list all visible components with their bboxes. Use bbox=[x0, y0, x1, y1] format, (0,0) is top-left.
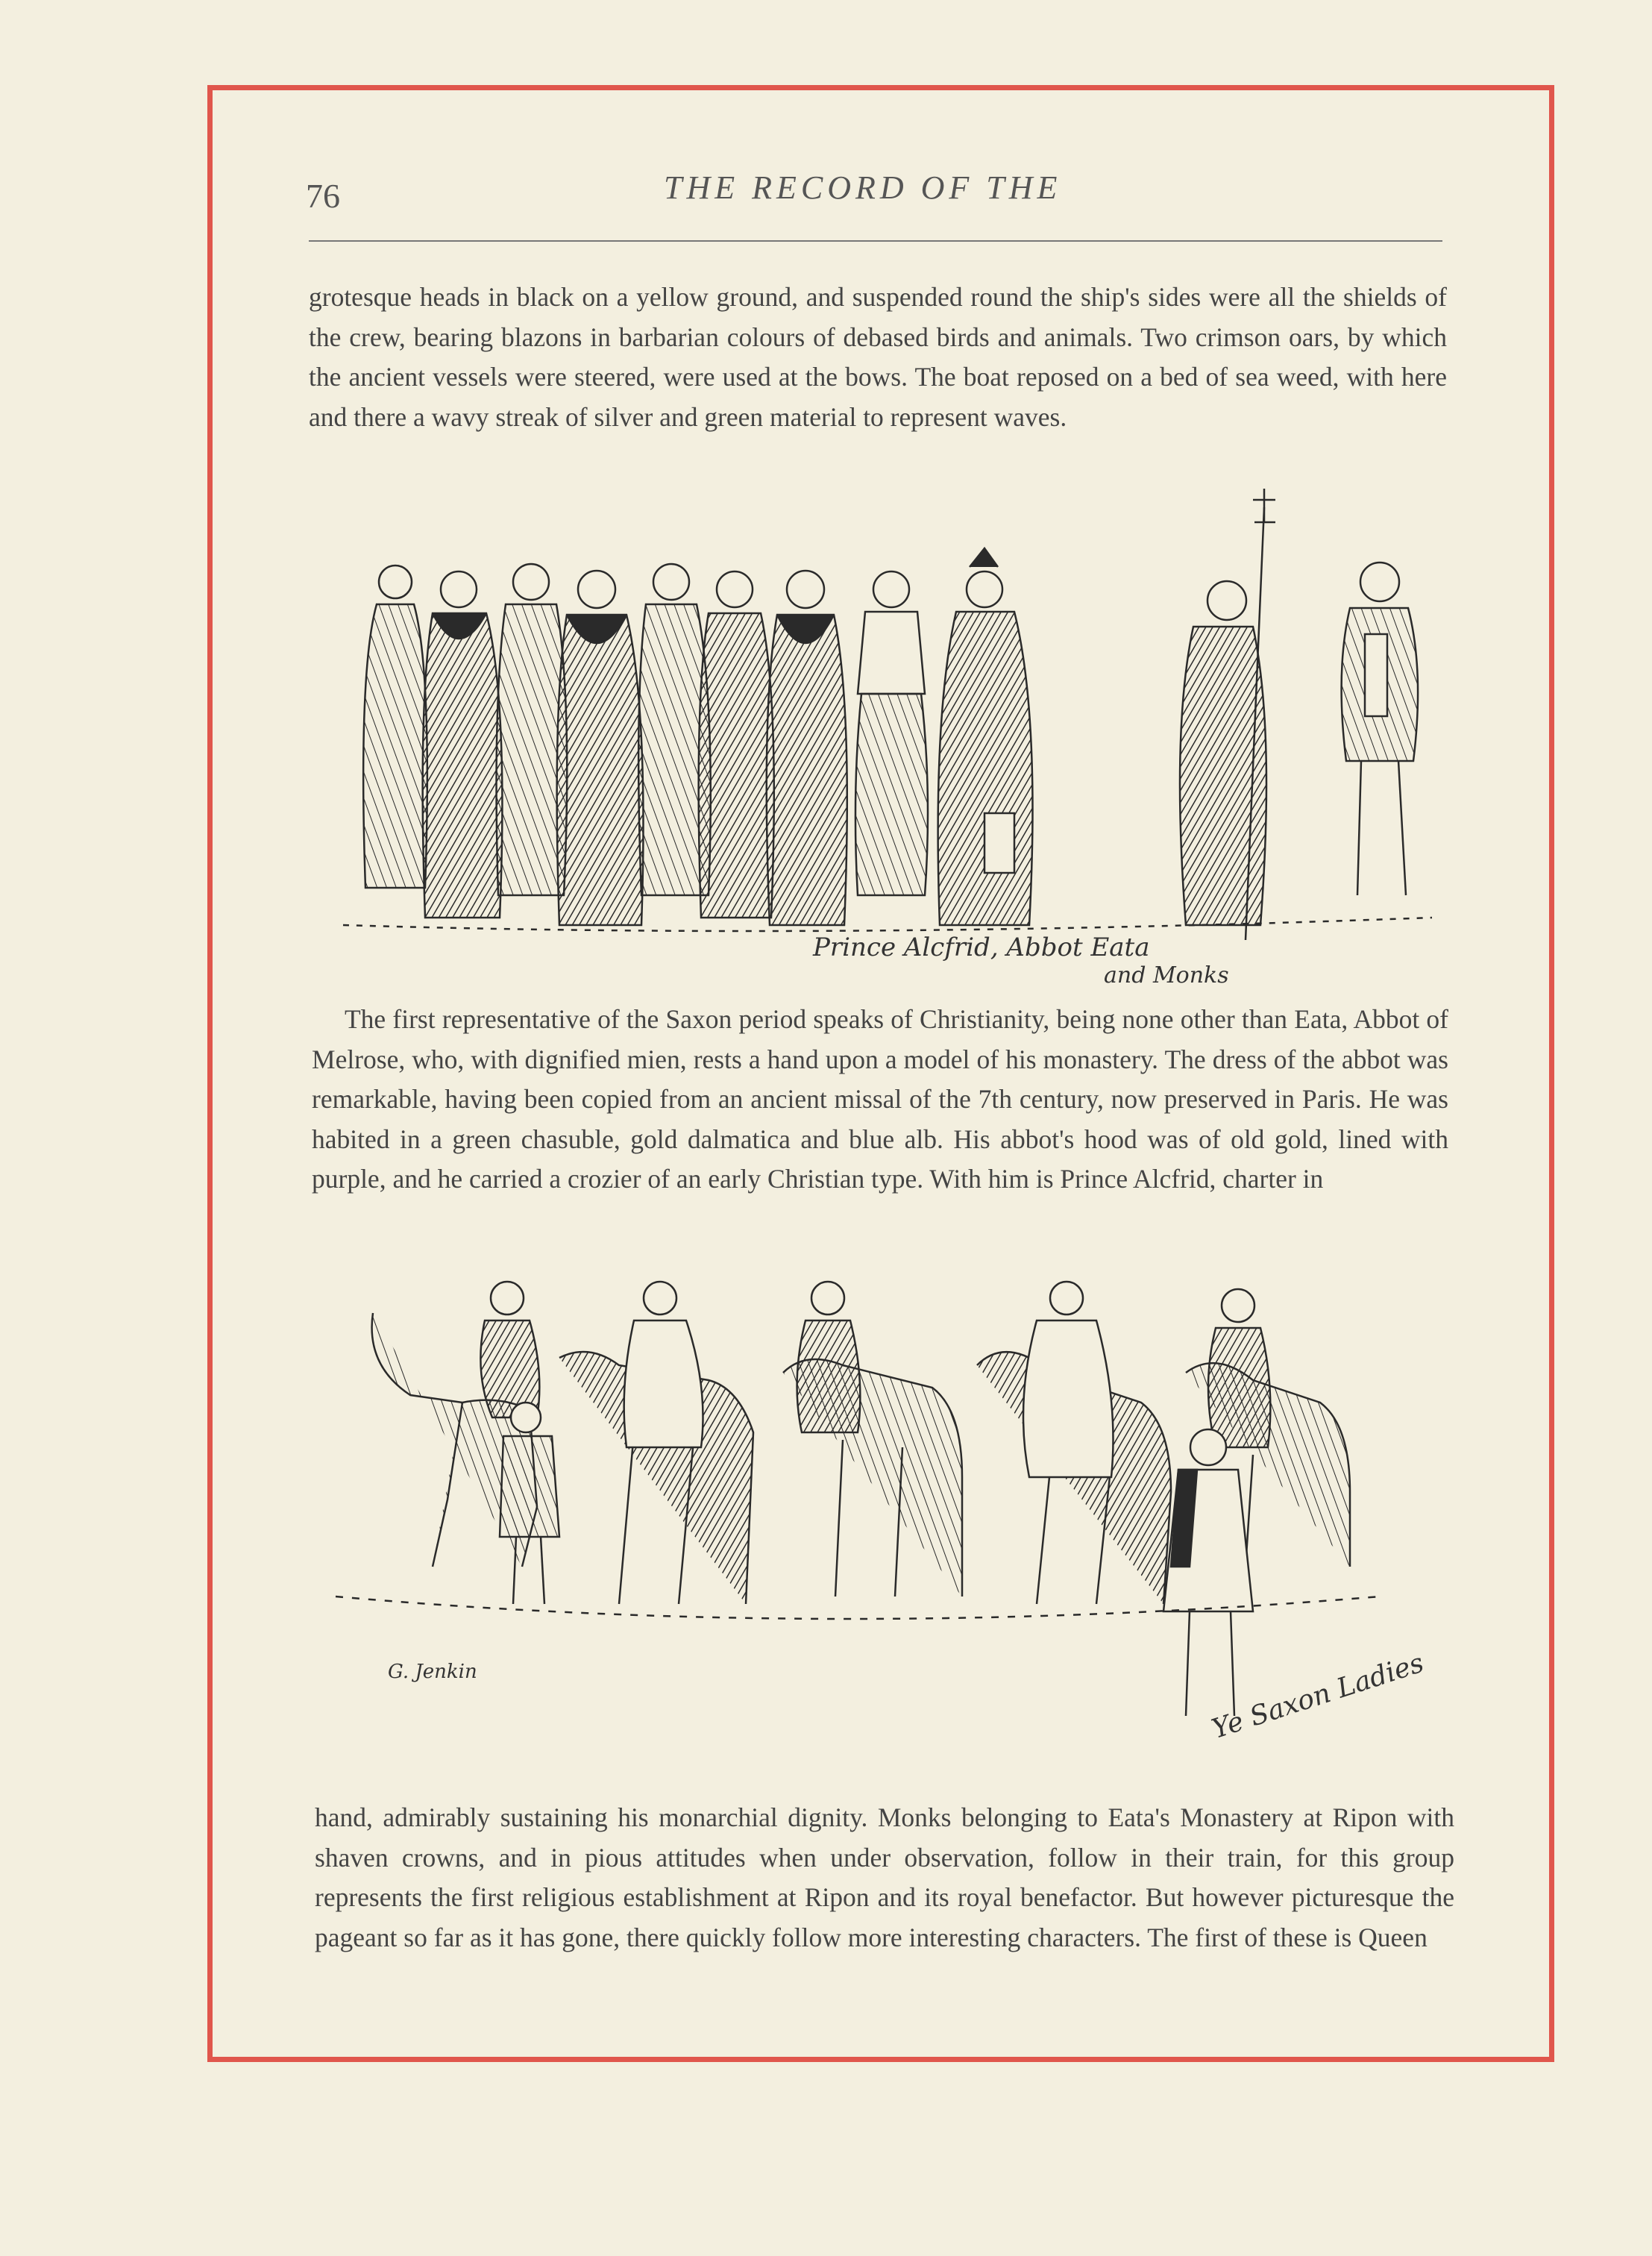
monk-figure bbox=[767, 571, 847, 925]
girl-figure bbox=[1163, 1429, 1253, 1716]
monk-figure bbox=[557, 571, 644, 925]
monk-figure bbox=[363, 565, 427, 888]
paragraph-2: The first representative of the Saxon period speaks of Christianity, being none other than Eata, Abbot of Melrose, who, with dignified mien, rests a hand upon a model of his monastery. The dress of the abbot was remarkable, having been copied from an ancient missal of the 7th century, now preserved in Paris. He was habited in a green chasuble, gold dalmatica and blue alb. His abbot's hood was of old gold, lined with purple, and he carried a crozier of an early Christian type. With him is Prince Alcfrid, charter in bbox=[312, 1004, 1448, 1194]
abbot-figure bbox=[938, 548, 1033, 925]
paragraph-3: hand, admirably sustaining his monarchial dignity. Monks belonging to Eata's Monastery at Ripon with shaven crowns, and in pious attitudes when under observation, follow in their train, for this group represents the first religious establishment at Ripon and its royal benefactor. But however picturesque the pageant so far as it has gone, there quickly follow more interesting characters. The first of these is Queen bbox=[315, 1802, 1454, 1952]
horse-and-rider bbox=[977, 1282, 1171, 1604]
monk-figure bbox=[423, 571, 503, 918]
paragraph-2-block bbox=[312, 1000, 1448, 1200]
monks-caption: Prince Alcfrid, Abbot Eata bbox=[813, 933, 1150, 962]
prince-figure bbox=[1180, 489, 1275, 940]
monk-figure bbox=[699, 571, 774, 918]
page-number: 76 bbox=[306, 177, 340, 215]
paragraph-1: grotesque heads in black on a yellow ground, and suspended round the ship's sides were all the shields of the crew, bearing blazons in barbarian colours of debased birds and animals. Two crimson oars, by which the ancient vessels were steered, were used at the bows. The boat reposed on a bed of sea weed, with here and there a wavy streak of silver and green material to represent waves. bbox=[309, 282, 1447, 432]
running-head: THE RECORD OF THE bbox=[664, 169, 1062, 206]
paragraph-1-block bbox=[309, 278, 1447, 437]
paragraph-3-block bbox=[315, 1798, 1454, 1958]
monks-caption-2: and Monks bbox=[1104, 962, 1229, 988]
horse-and-rider bbox=[559, 1282, 753, 1604]
horse-and-rider bbox=[783, 1282, 962, 1597]
warrior-figure bbox=[1342, 563, 1419, 895]
artist-signature: G. Jenkin bbox=[388, 1661, 477, 1683]
ladies-caption: Ye Saxon Ladies bbox=[1208, 1647, 1428, 1745]
header-rule bbox=[309, 240, 1442, 242]
monk-figure bbox=[855, 571, 928, 895]
